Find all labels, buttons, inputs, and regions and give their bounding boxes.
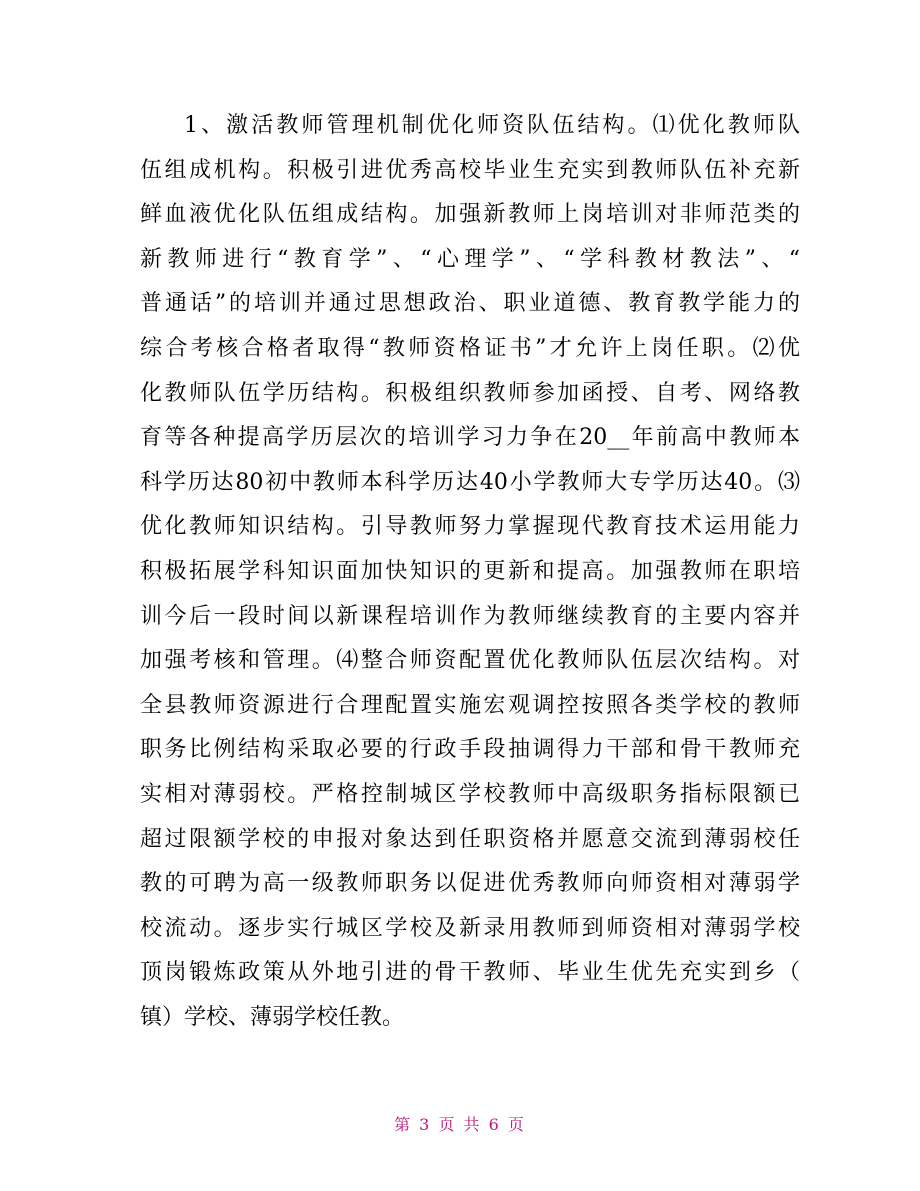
text-line: 1、激活教师管理机制优化师资队伍结构。⑴优化教师队 [184,113,800,138]
text-line: 积极拓展学科知识面加快知识的更新和提高。加强教师在职培 [140,558,800,584]
text-line: 镇）学校、薄弱学校任教。 [140,1004,405,1030]
text-line: 训今后一段时间以新课程培训作为教师继续教育的主要内容并 [140,603,800,629]
text-line: 教的可聘为高一级教师职务以促进优秀教师向师资相对薄弱学 [140,871,800,897]
text-line: 全县教师资源进行合理配置实施宏观调控按照各类学校的教师 [140,692,800,718]
text-line: 鲜血液优化队伍组成结构。加强新教师上岗培训对非师范类的 [140,202,800,228]
text-line: 优化教师知识结构。引导教师努力掌握现代教育技术运用能力 [140,514,800,540]
text-line: 新教师进行“教育学”、“心理学”、“学科教材教法”、“ [140,246,800,272]
text-line: 综合考核合格者取得“教师资格证书”才允许上岗任职。⑵优 [140,335,800,361]
text-line: 伍组成机构。积极引进优秀高校毕业生充实到教师队伍补充新 [140,157,800,183]
text-line: 校流动。逐步实行城区学校及新录用教师到师资相对薄弱学校 [140,915,800,941]
text-line: 职务比例结构采取必要的行政手段抽调得力干部和骨干教师充 [140,737,800,763]
text-line: 普通话”的培训并通过思想政治、职业道德、教育教学能力的 [140,291,800,317]
text-line: 科学历达80初中教师本科学历达40小学教师大专学历达40。⑶ [140,469,800,495]
text-line: 加强考核和管理。⑷整合师资配置优化教师队伍层次结构。对 [140,648,800,674]
page-number-footer: 第 3 页 共 6 页 [394,1115,526,1134]
text-line: 化教师队伍学历结构。积极组织教师参加函授、自考、网络教 [140,380,800,406]
text-line: 育等各种提高学历层次的培训学习力争在20__年前高中教师本 [140,425,800,451]
text-line: 顶岗锻炼政策从外地引进的骨干教师、毕业生优先充实到乡（ [140,960,800,986]
body-paragraph [140,104,800,1040]
text-line: 超过限额学校的申报对象达到任职资格并愿意交流到薄弱校任 [140,826,800,852]
text-line: 实相对薄弱校。严格控制城区学校教师中高级职务指标限额已 [140,781,800,807]
